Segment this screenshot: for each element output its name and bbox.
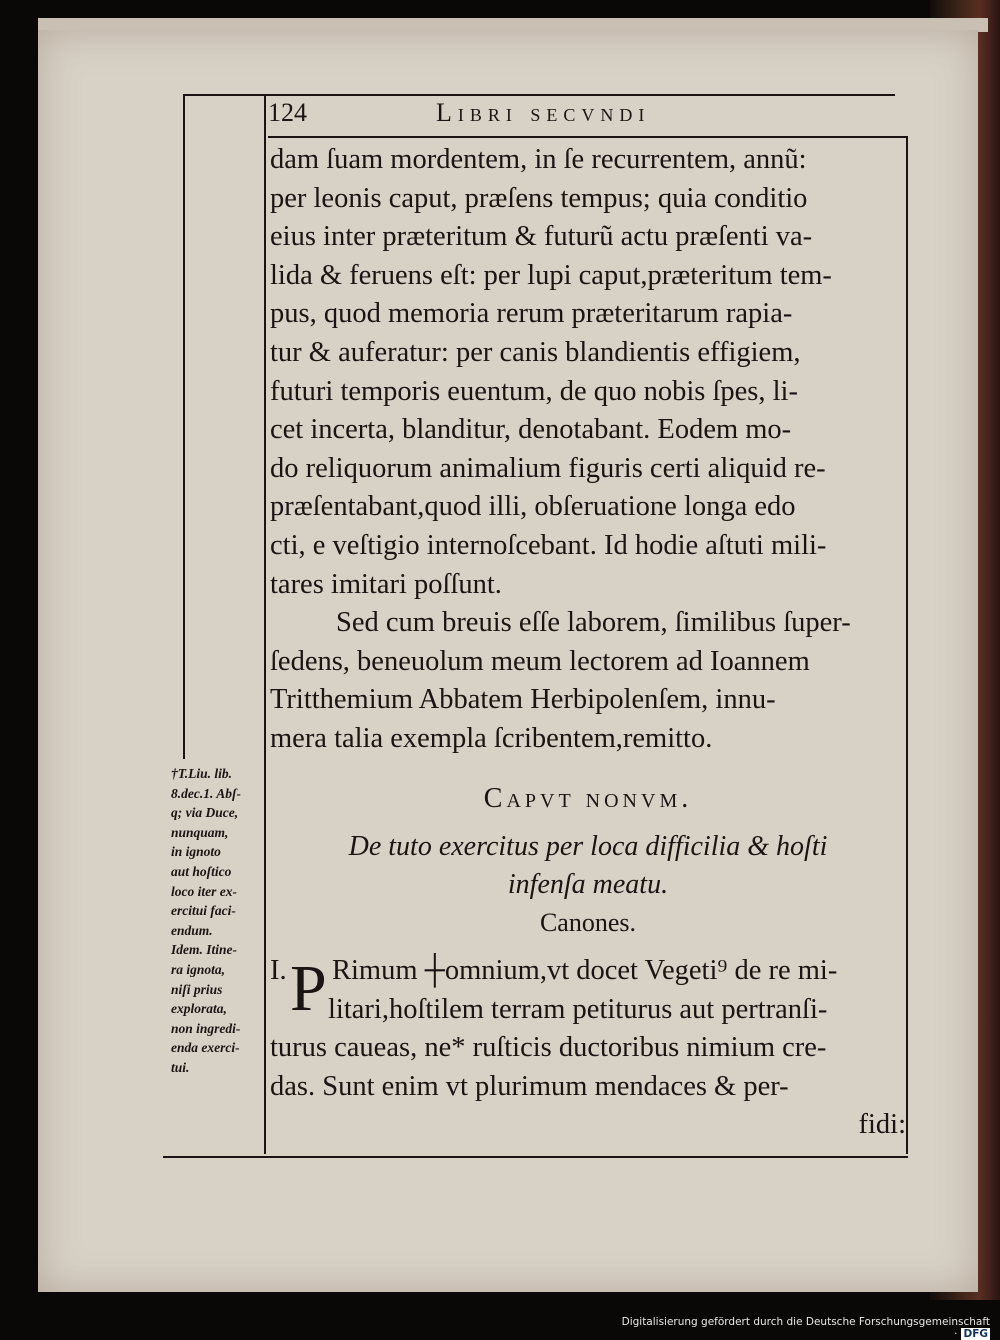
text-line: das. Sunt enim vt plurimum mendaces & per- [270, 1070, 789, 1102]
section-heading: Canones. [539, 908, 637, 937]
text-line: eius inter præteritum & futurũ actu præſenti va- [270, 221, 813, 253]
chapter-subtitle [270, 828, 906, 904]
text-line: ſedens, beneuolum meum lectorem ad Ioannem [270, 645, 810, 677]
text-line: fidi: [858, 1109, 906, 1141]
canon-paragraph [270, 952, 906, 1145]
credit-text: Digitalisierung gefördert durch die Deutsche Forschungsgemeinschaft · [621, 1316, 990, 1340]
margin-note-line: endum. [171, 922, 213, 938]
page-number: 124 [268, 98, 307, 127]
text-line: lida & feruens eſt: per lupi caput,præteritum tem- [270, 259, 832, 291]
text-line-content: Rimum ┼omnium,vt docet Vegeti⁹ de re mi- [332, 955, 838, 986]
margin-note-line: ra ignota, [171, 961, 226, 977]
text-line: tur & auferatur: per canis blandientis effigiem, [270, 336, 801, 368]
text-line: cet incerta, blanditur, denotabant. Eodem mo- [270, 414, 792, 446]
text-line: cti, e veſtigio internoſcebant. Id hodie aſtuti mili- [270, 529, 827, 561]
text-line: Tritthemium Abbatem Herbipolenſem, innu- [270, 684, 776, 716]
header-underline [268, 136, 908, 138]
outer-left-rule [183, 94, 185, 759]
margin-note-line: nunquam, [171, 824, 229, 840]
margin-note-line: Idem. Itine- [171, 942, 237, 958]
text-line: per leonis caput, præſens tempus; quia conditio [270, 182, 808, 214]
text-line: mera talia exempla ſcribentem,remitto. [270, 722, 713, 754]
margin-note [171, 764, 266, 1078]
chapter-title: Capvt nonvm. [483, 783, 693, 814]
chapter-subtitle-line: De tuto exercitus per loca difficilia & hoſti [348, 831, 828, 862]
margin-note-line: enda exerci- [171, 1040, 240, 1056]
text-line: præſentabant,quod illi, obſeruatione longa edo [270, 491, 796, 523]
drop-cap: P [290, 952, 327, 1025]
margin-note-line: niſi prius [171, 981, 223, 997]
text-line: futuri temporis euentum, de quo nobis ſpes, li- [270, 375, 798, 407]
text-line: litari,hoſtilem terram petiturus aut pertranſi- [328, 993, 828, 1025]
text-line: tares imitari poſſunt. [270, 568, 502, 600]
margin-note-line: aut hoſtico [171, 863, 232, 879]
margin-note-line: in ignoto [171, 844, 221, 860]
text-line: Sed cum breuis eſſe laborem, ſimilibus ſuper- [336, 607, 851, 639]
text-line [270, 952, 906, 991]
running-header [268, 98, 908, 134]
header-rule [185, 94, 895, 96]
margin-note-line: explorata, [171, 1001, 227, 1017]
text-line: turus caueas, ne* ruſticis ductoribus nimium cre- [270, 1032, 827, 1064]
dfg-logo: DFG [963, 1328, 988, 1340]
margin-note-line: q; via Duce, [171, 805, 239, 821]
chapter-subtitle-line: infenſa meatu. [507, 869, 669, 900]
margin-note-line: tui. [171, 1059, 190, 1075]
margin-note-line: loco iter ex- [171, 883, 237, 899]
text-line: do reliquorum animalium figuris certi aliquid re- [270, 452, 826, 484]
margin-note-line: 8.dec.1. Abſ- [171, 785, 241, 801]
margin-note-line: non ingredi- [171, 1020, 241, 1036]
digitization-credit [590, 1316, 990, 1340]
text-line: pus, quod memoria rerum præteritarum rapia- [270, 298, 793, 330]
text-line: dam ſuam mordentem, in ſe recurrentem, annũ: [270, 144, 807, 175]
canon-number: I. [270, 955, 287, 986]
margin-note-line: ercitui faci- [171, 903, 236, 919]
footer-rule [163, 1156, 908, 1158]
running-title: Libri secvndi [436, 98, 651, 127]
body-text [270, 141, 906, 759]
right-column-rule [906, 138, 908, 1154]
margin-note-line: †T.Liu. lib. [171, 766, 233, 781]
